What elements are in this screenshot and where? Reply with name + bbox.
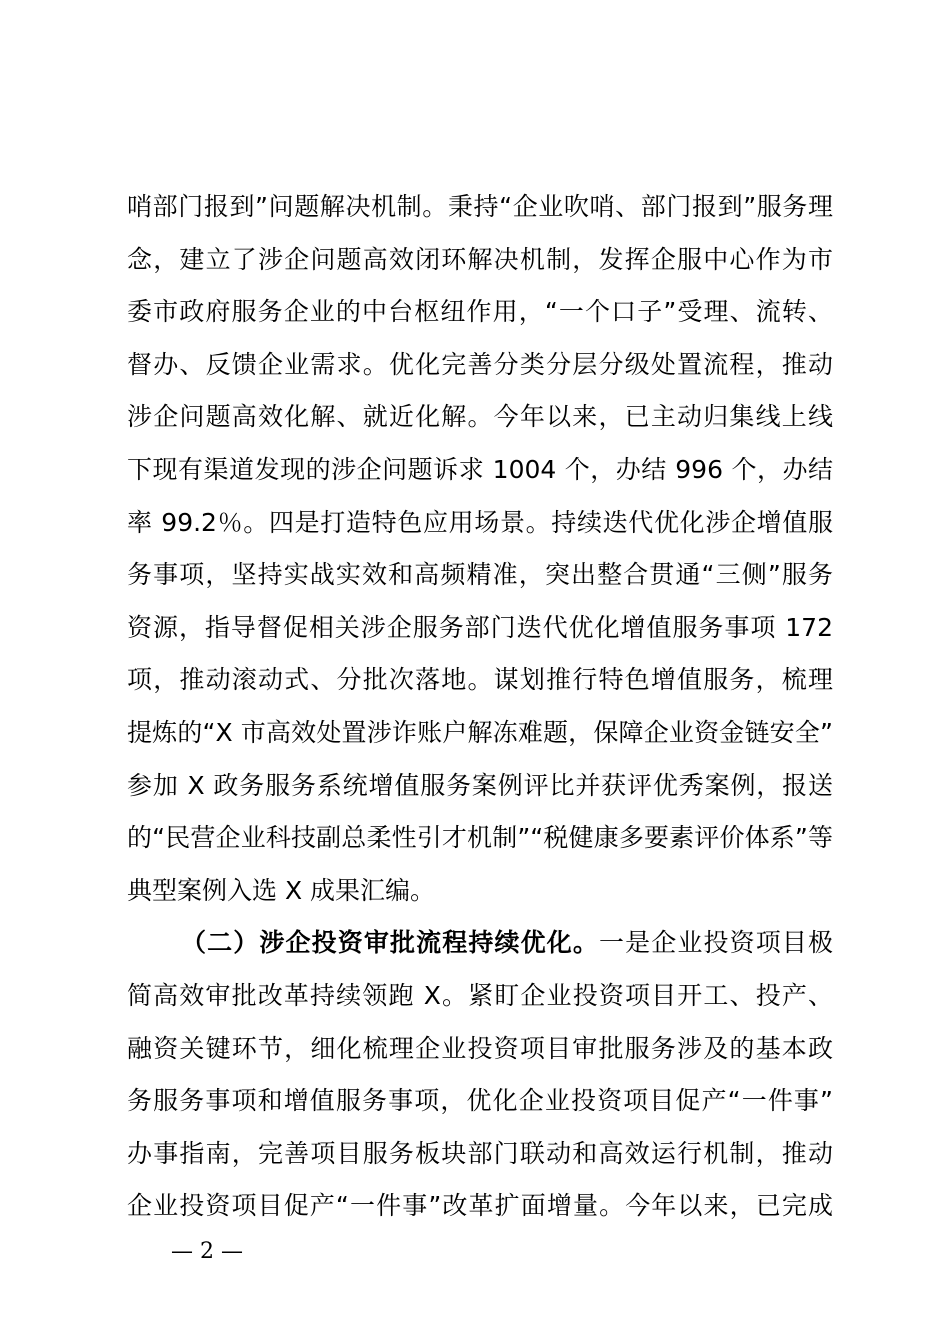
page-number: — 2 —: [171, 1239, 243, 1264]
paragraph-1-line-5: 涉企问题高效化解、就近化解。今年以来，已主动归集线上线: [127, 402, 833, 432]
paragraph-1-line-13: 的“民营企业科技副总柔性引才机制”“税健康多要素评价体系”等: [127, 823, 833, 853]
paragraph-1-line-7: 率 99.2％。四是打造特色应用场景。持续迭代优化涉企增值服: [127, 507, 833, 537]
paragraph-2-line-1-rest: 一是企业投资项目极: [598, 928, 833, 958]
paragraph-1-line-12: 参加 X 政务服务系统增值服务案例评比并获评优秀案例，报送: [127, 770, 833, 800]
paragraph-2-line-1: [127, 917, 833, 970]
paragraph-1-line-1: 哨部门报到”问题解决机制。秉持“企业吹哨、部门报到”服务理: [127, 192, 833, 221]
paragraph-1-line-14: 典型案例入选 X 成果汇编。: [127, 875, 436, 905]
paragraph-1-line-6: 下现有渠道发现的涉企问题诉求 1004 个，办结 996 个，办结: [127, 454, 833, 484]
section-heading: （二）涉企投资审批流程持续优化。: [181, 928, 599, 958]
paragraph-2-line-4: 务服务事项和增值服务事项，优化企业投资项目促产“一件事”: [127, 1086, 833, 1116]
paragraph-2-line-3: 融资关键环节，细化梳理企业投资项目审批服务涉及的基本政: [127, 1033, 833, 1063]
paragraph-1-line-10: 项，推动滚动式、分批次落地。谋划推行特色增值服务，梳理: [127, 665, 833, 695]
paragraph-1-line-4: 督办、反馈企业需求。优化完善分类分层分级处置流程，推动: [127, 349, 833, 379]
paragraph-1-line-11: 提炼的“X 市高效处置涉诈账户解冻难题，保障企业资金链安全”: [127, 717, 833, 747]
paragraph-2-line-5: 办事指南，完善项目服务板块部门联动和高效运行机制，推动: [127, 1138, 833, 1168]
paragraph-1-line-8: 务事项，坚持实战实效和高频精准，突出整合贯通“三侧”服务: [127, 560, 833, 590]
paragraph-1-line-2: 念，建立了涉企问题高效闭环解决机制，发挥企服中心作为市: [127, 244, 833, 274]
paragraph-2-line-2: 简高效审批改革持续领跑 X。紧盯企业投资项目开工、投产、: [127, 980, 833, 1010]
paragraph-1-line-9: 资源，指导督促相关涉企服务部门迭代优化增值服务事项 172: [127, 612, 833, 642]
paragraph-2-line-6: 企业投资项目促产“一件事”改革扩面增量。今年以来，已完成: [127, 1191, 833, 1221]
paragraph-1-line-3: 委市政府服务企业的中台枢纽作用，“一个口子”受理、流转、: [127, 297, 833, 327]
body-text: [127, 181, 833, 1233]
